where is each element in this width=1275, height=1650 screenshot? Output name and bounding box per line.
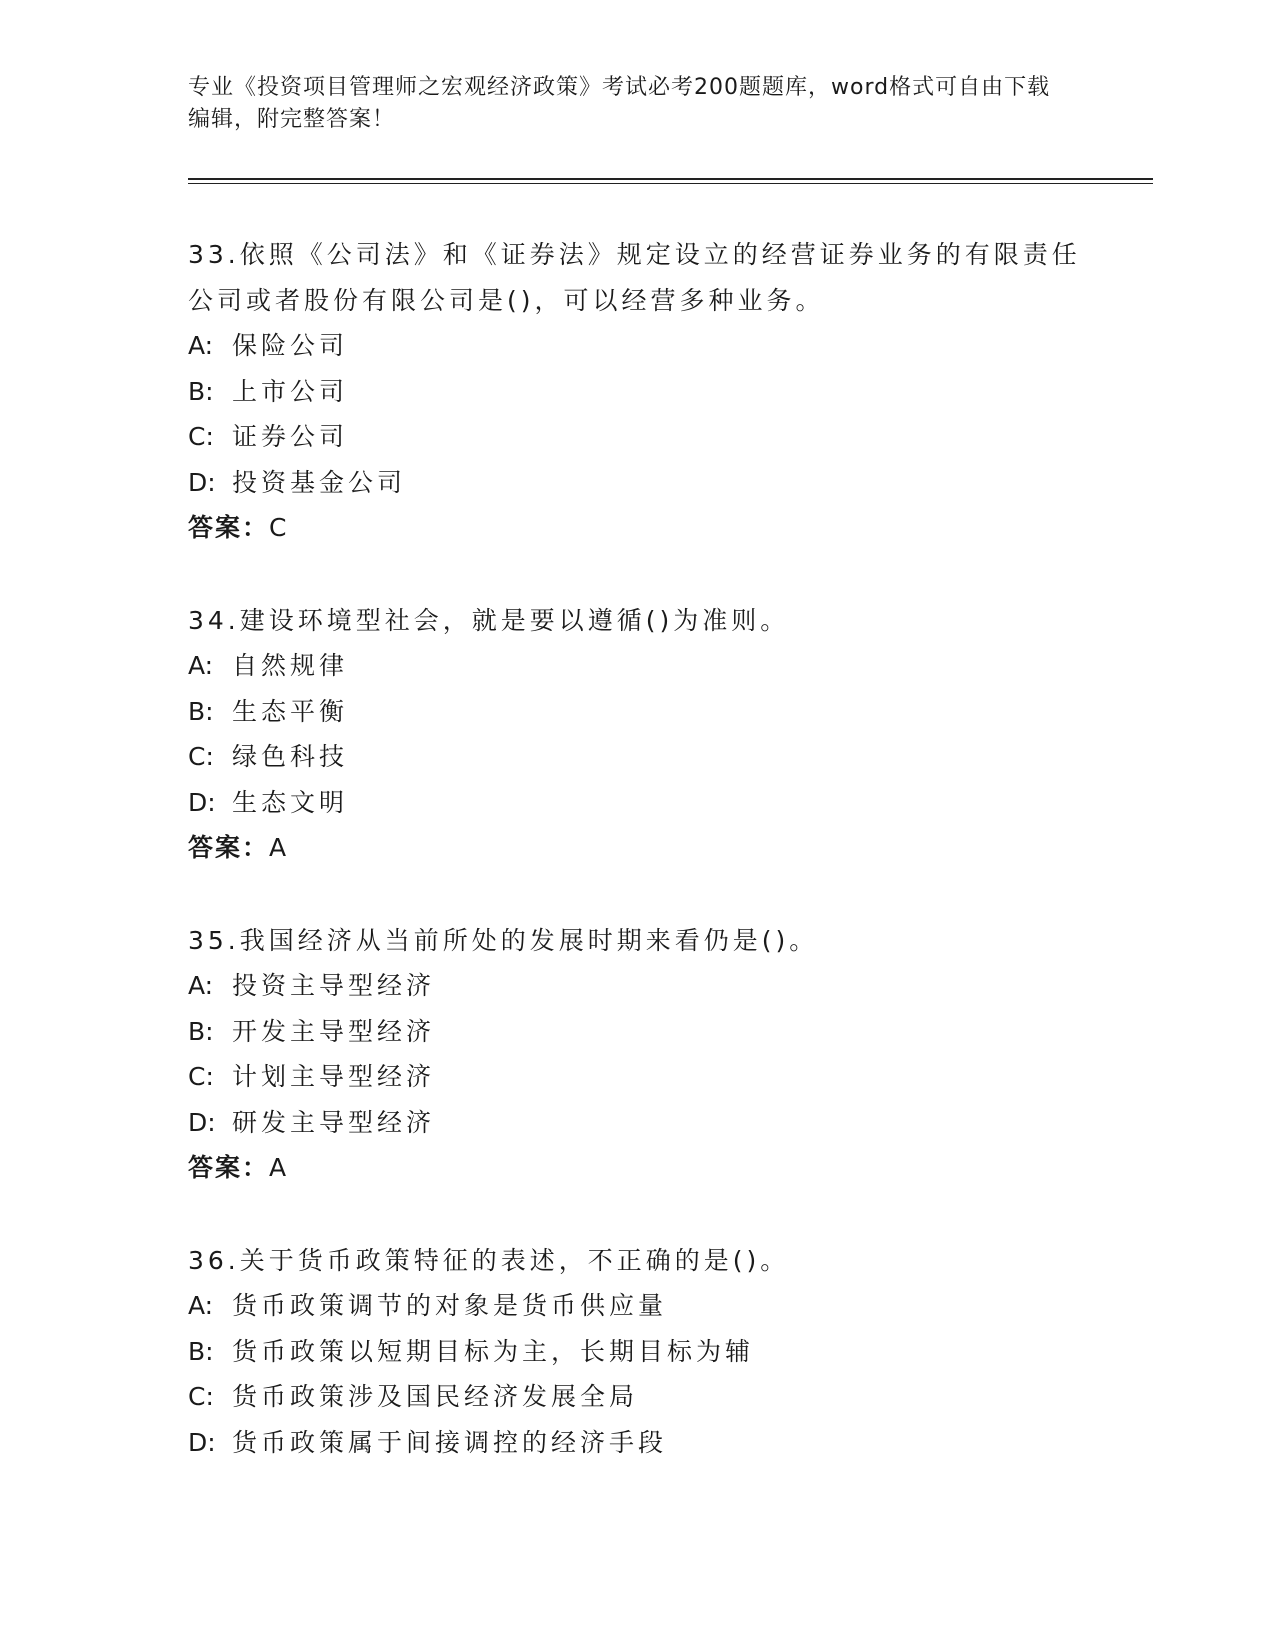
option-key: D: <box>188 787 216 817</box>
option-key: C: <box>188 1382 214 1411</box>
option-text: 上市公司 <box>232 376 349 406</box>
question-stem: 33.依照《公司法》和《证券法》规定设立的经营证券业务的有限责任公司或者股份有限公司是()，可以经营多种业务。 <box>188 240 1081 315</box>
option-text: 投资基金公司 <box>232 467 407 497</box>
option-key: B: <box>188 1336 214 1366</box>
option-text: 研发主导型经济 <box>232 1107 436 1137</box>
option-text: 自然规律 <box>232 651 349 680</box>
answer-value: C <box>269 513 287 542</box>
answer-label: 答案： <box>188 1153 270 1182</box>
option-b <box>188 369 1088 415</box>
question-36 <box>188 1238 1088 1466</box>
option-key: B: <box>188 696 214 726</box>
option-d <box>188 1100 1088 1146</box>
option-key: B: <box>188 1016 214 1046</box>
option-d <box>188 1420 1088 1466</box>
option-key: C: <box>188 742 214 771</box>
option-a <box>188 1283 1088 1329</box>
answer-line <box>188 505 1088 551</box>
option-key: B: <box>188 376 214 406</box>
answer-line <box>188 1145 1088 1191</box>
answer-label: 答案： <box>188 513 270 542</box>
option-d <box>188 460 1088 506</box>
option-key: C: <box>188 1062 214 1091</box>
option-a <box>188 643 1088 689</box>
question-34 <box>188 598 1088 871</box>
option-c <box>188 734 1088 780</box>
answer-value: A <box>269 833 287 862</box>
option-text: 货币政策以短期目标为主，长期目标为辅 <box>232 1336 755 1366</box>
option-key: D: <box>188 467 216 497</box>
question-stem: 34.建设环境型社会，就是要以遵循()为准则。 <box>188 605 790 635</box>
option-c <box>188 414 1088 460</box>
option-b <box>188 1009 1088 1055</box>
option-text: 计划主导型经济 <box>232 1062 436 1091</box>
option-a <box>188 963 1088 1009</box>
header-divider-thick <box>188 178 1153 180</box>
question-35 <box>188 918 1088 1191</box>
answer-line <box>188 825 1088 871</box>
option-text: 投资主导型经济 <box>232 971 436 1000</box>
question-stem: 36.关于货币政策特征的表述，不正确的是()。 <box>188 1245 790 1275</box>
header-text: 专业《投资项目管理师之宏观经济政策》考试必考200题题库，word格式可自由下载编辑，附完整答案！ <box>188 75 1051 132</box>
option-key: A: <box>188 1291 214 1320</box>
option-text: 货币政策涉及国民经济发展全局 <box>232 1382 639 1411</box>
header-divider-thin <box>188 183 1153 184</box>
option-key: A: <box>188 331 214 360</box>
option-key: D: <box>188 1427 216 1457</box>
option-key: C: <box>188 422 214 451</box>
document-header <box>188 72 1068 136</box>
option-c <box>188 1374 1088 1420</box>
answer-label: 答案： <box>188 833 270 862</box>
answer-value: A <box>269 1153 287 1182</box>
option-text: 生态文明 <box>232 787 349 817</box>
question-33 <box>188 232 1088 551</box>
option-text: 货币政策调节的对象是货币供应量 <box>232 1291 668 1320</box>
question-stem: 35.我国经济从当前所处的发展时期来看仍是()。 <box>188 925 819 955</box>
option-c <box>188 1054 1088 1100</box>
option-text: 保险公司 <box>232 331 349 360</box>
option-key: A: <box>188 971 214 1000</box>
option-key: A: <box>188 651 214 680</box>
option-key: D: <box>188 1107 216 1137</box>
option-text: 证券公司 <box>232 422 349 451</box>
option-text: 货币政策属于间接调控的经济手段 <box>232 1427 668 1457</box>
option-a <box>188 323 1088 369</box>
option-text: 生态平衡 <box>232 696 349 726</box>
option-text: 开发主导型经济 <box>232 1016 436 1046</box>
question-list <box>188 232 1088 1512</box>
option-text: 绿色科技 <box>232 742 349 771</box>
option-d <box>188 780 1088 826</box>
option-b <box>188 1329 1088 1375</box>
option-b <box>188 689 1088 735</box>
